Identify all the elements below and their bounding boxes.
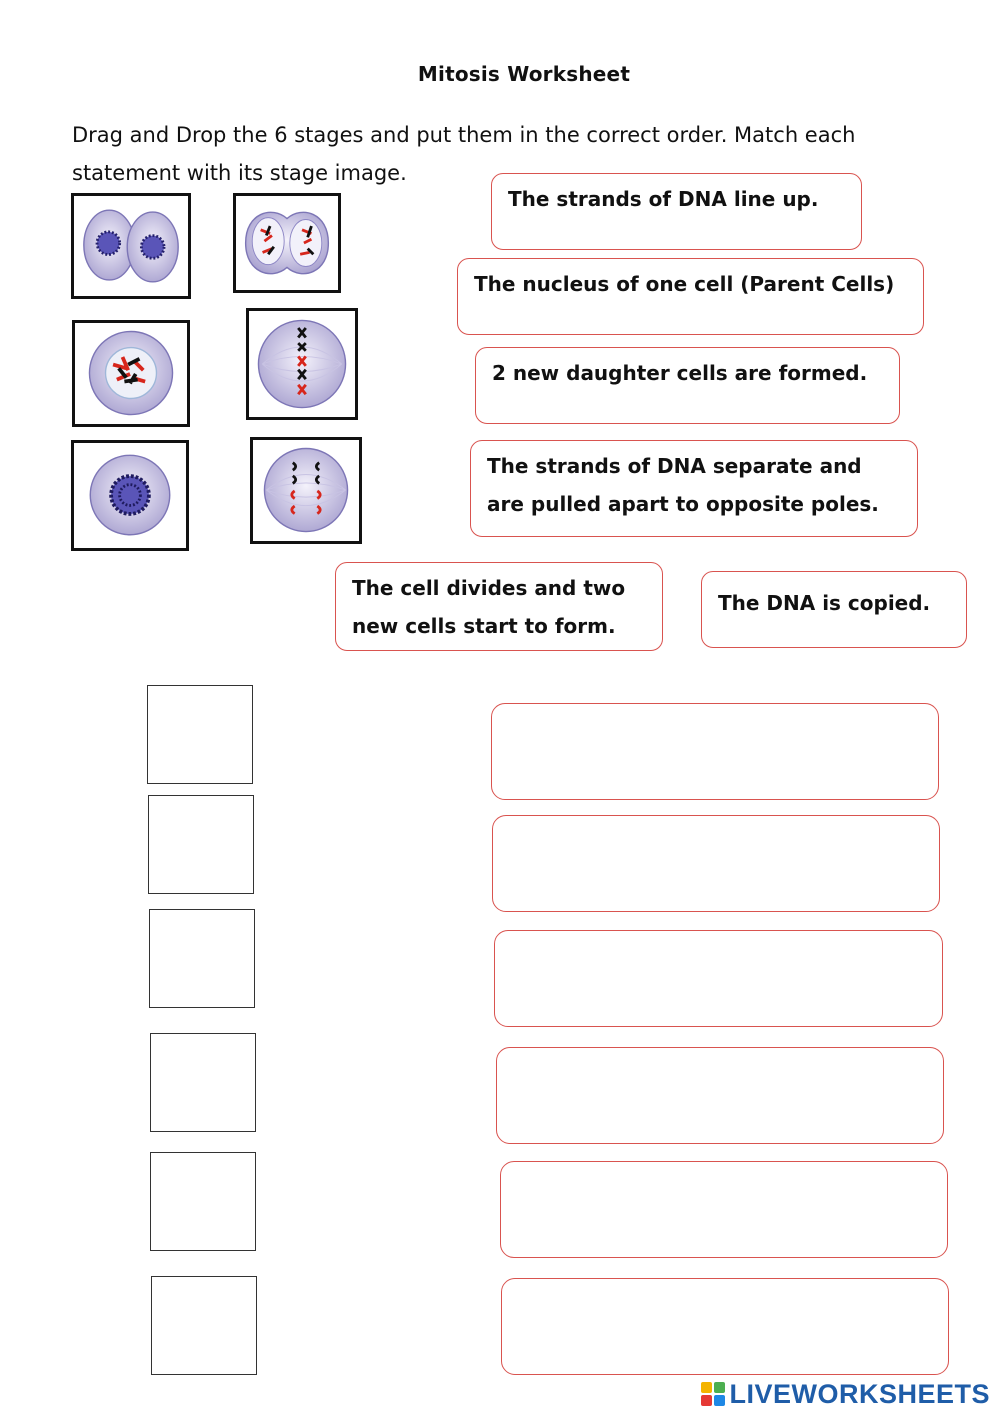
aligned-chromosomes-icon bbox=[249, 311, 355, 417]
image-drop-zone-3[interactable] bbox=[149, 909, 255, 1008]
stage-image-parent-cell[interactable] bbox=[71, 440, 189, 551]
image-drop-zone-1[interactable] bbox=[147, 685, 253, 784]
liveworksheets-logo bbox=[701, 1379, 990, 1409]
statement-drop-zone-4[interactable] bbox=[496, 1047, 944, 1144]
stage-image-dna-separating[interactable] bbox=[250, 437, 362, 544]
stage-image-dna-copied[interactable] bbox=[72, 320, 190, 427]
statement-parent-cell-nucleus[interactable]: The nucleus of one cell (Parent Cells) bbox=[457, 258, 924, 335]
statement-daughter-cells-formed[interactable]: 2 new daughter cells are formed. bbox=[475, 347, 900, 424]
image-drop-zone-2[interactable] bbox=[148, 795, 254, 894]
statement-dna-separates[interactable]: The strands of DNA separate and are pulled apart to opposite poles. bbox=[470, 440, 918, 537]
stage-image-dna-lined-up[interactable] bbox=[246, 308, 358, 420]
statement-cell-divides[interactable]: The cell divides and two new cells start to form. bbox=[335, 562, 663, 651]
image-drop-zone-4[interactable] bbox=[150, 1033, 256, 1132]
copied-chromosomes-icon bbox=[75, 323, 187, 424]
statement-drop-zone-6[interactable] bbox=[501, 1278, 949, 1375]
image-drop-zone-5[interactable] bbox=[150, 1152, 256, 1251]
stage-image-two-daughter-cells[interactable] bbox=[71, 193, 191, 299]
page-title: Mitosis Worksheet bbox=[417, 62, 631, 86]
separating-chromosomes-icon bbox=[253, 440, 359, 541]
stage-image-cell-dividing[interactable] bbox=[233, 193, 341, 293]
statement-drop-zone-2[interactable] bbox=[492, 815, 940, 912]
statement-dna-lines-up[interactable]: The strands of DNA line up. bbox=[491, 173, 862, 250]
instructions-text: Drag and Drop the 6 stages and put them in the correct order. Match each statement with its stage image. bbox=[72, 123, 856, 185]
parent-nucleus-icon bbox=[74, 443, 186, 548]
statement-drop-zone-5[interactable] bbox=[500, 1161, 948, 1258]
cell-dividing-icon bbox=[236, 196, 338, 290]
statement-dna-copied[interactable]: The DNA is copied. bbox=[701, 571, 967, 648]
liveworksheets-wordmark: LIVEWORKSHEETS bbox=[729, 1378, 990, 1409]
statement-drop-zone-3[interactable] bbox=[494, 930, 943, 1027]
image-drop-zone-6[interactable] bbox=[151, 1276, 257, 1375]
two-daughter-cells-icon bbox=[74, 196, 188, 296]
statement-drop-zone-1[interactable] bbox=[491, 703, 939, 800]
liveworksheets-logo-icon bbox=[701, 1382, 725, 1406]
